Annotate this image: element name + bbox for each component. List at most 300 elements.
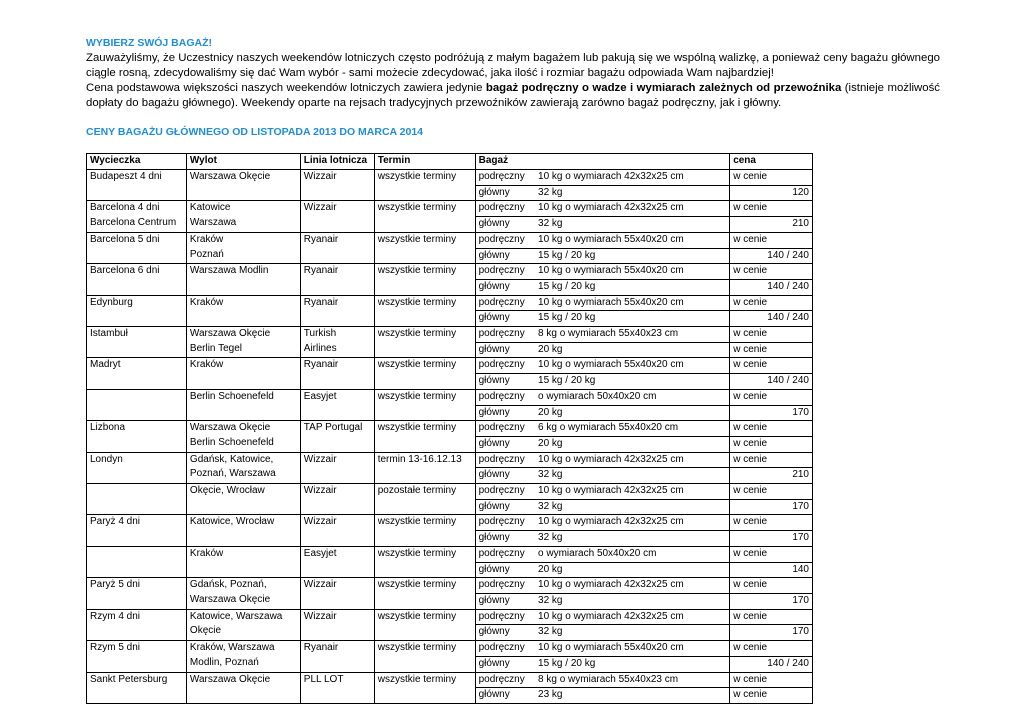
cell-trip-line xyxy=(90,390,186,405)
cell-departure-line xyxy=(190,499,300,514)
cell-trip xyxy=(87,641,187,672)
cell-trip-line: Barcelona 6 dni xyxy=(90,265,160,277)
cell-baggage-detail: 20 kg xyxy=(535,562,730,578)
cell-baggage-detail: 15 kg / 20 kg xyxy=(535,248,730,264)
cell-airline xyxy=(300,201,374,232)
table-row xyxy=(87,546,813,562)
table-row xyxy=(87,484,813,500)
cell-departure-line: Warszawa Okęcie xyxy=(189,673,271,685)
cell-departure-line xyxy=(190,373,300,388)
table-row xyxy=(87,295,813,311)
cell-trip xyxy=(87,546,187,577)
cell-term-line: wszystkie terminy xyxy=(377,673,457,685)
cell-term-line: wszystkie terminy xyxy=(377,516,457,528)
cell-term-line: wszystkie terminy xyxy=(377,579,457,591)
cell-term-line: pozostałe terminy xyxy=(377,485,457,497)
cell-airline-line xyxy=(304,624,374,639)
header-price: cena xyxy=(730,154,813,170)
cell-term xyxy=(374,672,475,703)
cell-term xyxy=(374,484,475,515)
cell-term-line xyxy=(378,624,475,639)
cell-term-line: wszystkie terminy xyxy=(377,328,457,340)
cell-airline-line: Wizzair xyxy=(303,610,337,622)
header-baggage: Bagaż xyxy=(475,154,730,170)
cell-trip xyxy=(87,452,187,483)
cell-term xyxy=(374,170,475,201)
cell-trip xyxy=(87,358,187,389)
cell-departure-line: Gdańsk, Poznań, xyxy=(189,579,267,591)
cell-airline-line: Ryanair xyxy=(303,359,339,371)
cell-term-line xyxy=(378,530,475,545)
cell-trip-line xyxy=(90,248,186,263)
cell-baggage-type: główny xyxy=(475,342,535,358)
cell-term-line xyxy=(378,499,475,514)
cell-departure-line: Kraków xyxy=(189,547,224,559)
cell-baggage-detail: 23 kg xyxy=(535,688,730,704)
cell-trip-line xyxy=(90,593,186,608)
cell-departure-line: Modlin, Poznań xyxy=(189,656,259,668)
cell-price: 170 xyxy=(730,499,813,515)
cell-price: w cenie xyxy=(730,232,813,248)
intro-paragraph-2 xyxy=(86,81,940,111)
cell-departure-line: Kraków xyxy=(189,296,224,308)
cell-departure-line: Poznań, Warszawa xyxy=(189,468,276,480)
cell-airline-line xyxy=(304,216,374,231)
cell-departure-line: Warszawa Okęcie xyxy=(189,328,271,340)
cell-term-line xyxy=(378,279,475,294)
cell-trip xyxy=(87,484,187,515)
cell-airline-line xyxy=(304,530,374,545)
cell-departure-line: Katowice, Warszawa xyxy=(189,610,283,622)
cell-price: 170 xyxy=(730,405,813,421)
cell-baggage-detail: 20 kg xyxy=(535,436,730,452)
cell-term xyxy=(374,421,475,452)
cell-baggage-detail: 10 kg o wymiarach 55x40x20 cm xyxy=(535,358,730,374)
cell-baggage-detail: 8 kg o wymiarach 55x40x23 cm xyxy=(535,672,730,688)
table-row xyxy=(87,389,813,405)
cell-departure-line: Okęcie, Wrocław xyxy=(189,485,265,497)
cell-term-line: wszystkie terminy xyxy=(377,547,457,559)
cell-baggage-type: podręczny xyxy=(475,578,535,594)
cell-airline-line xyxy=(304,405,374,420)
table-row xyxy=(87,421,813,437)
cell-trip-line xyxy=(90,310,186,325)
header-trip: Wycieczka xyxy=(87,154,187,170)
cell-departure-line: Katowice, Wrocław xyxy=(189,516,275,528)
cell-departure xyxy=(186,421,300,452)
cell-trip-line xyxy=(90,530,186,545)
cell-trip-line xyxy=(90,436,186,451)
cell-airline-line xyxy=(304,436,374,451)
cell-baggage-detail: 10 kg o wymiarach 42x32x25 cm xyxy=(535,170,730,186)
cell-term-line xyxy=(378,248,475,263)
cell-airline-line: PLL LOT xyxy=(303,673,344,685)
cell-trip-line: Londyn xyxy=(90,453,123,465)
cell-departure xyxy=(186,672,300,703)
cell-baggage-detail: 15 kg / 20 kg xyxy=(535,279,730,295)
cell-price: w cenie xyxy=(730,342,813,358)
cell-term-line xyxy=(378,687,475,702)
cell-baggage-type: główny xyxy=(475,311,535,327)
cell-price: 170 xyxy=(730,625,813,641)
cell-departure-line: Okęcie xyxy=(189,625,222,637)
cell-trip-line xyxy=(90,687,186,702)
cell-departure-line xyxy=(190,530,300,545)
cell-price: 140 / 240 xyxy=(730,311,813,327)
cell-term-line xyxy=(378,216,475,231)
cell-departure-line: Berlin Schoenefeld xyxy=(189,390,274,402)
cell-baggage-detail: 8 kg o wymiarach 55x40x23 cm xyxy=(535,327,730,343)
table-row xyxy=(87,609,813,625)
cell-baggage-detail: 10 kg o wymiarach 55x40x20 cm xyxy=(535,264,730,280)
cell-airline-line: Turkish xyxy=(303,328,337,340)
cell-term-line xyxy=(378,373,475,388)
cell-departure-line: Poznań xyxy=(189,248,224,260)
cell-trip-line: Sankt Petersburg xyxy=(90,673,168,685)
cell-baggage-type: główny xyxy=(475,531,535,547)
cell-trip xyxy=(87,295,187,326)
cell-baggage-detail: 10 kg o wymiarach 42x32x25 cm xyxy=(535,515,730,531)
table-row xyxy=(87,641,813,657)
table-row xyxy=(87,358,813,374)
cell-term-line xyxy=(378,436,475,451)
cell-baggage-type: główny xyxy=(475,562,535,578)
cell-departure-line xyxy=(190,687,300,702)
cell-trip-line: Rzym 5 dni xyxy=(90,642,141,654)
table-row xyxy=(87,264,813,280)
cell-departure-line xyxy=(190,279,300,294)
cell-baggage-type: podręczny xyxy=(475,232,535,248)
cell-trip-line xyxy=(90,562,186,577)
cell-trip-line: Barcelona Centrum xyxy=(90,217,177,229)
cell-baggage-detail: 20 kg xyxy=(535,342,730,358)
cell-trip-line xyxy=(90,342,186,357)
cell-departure-line: Berlin Schoenefeld xyxy=(189,436,274,448)
cell-baggage-type: główny xyxy=(475,374,535,390)
cell-airline xyxy=(300,295,374,326)
cell-baggage-detail: o wymiarach 50x40x20 cm xyxy=(535,546,730,562)
cell-term xyxy=(374,327,475,358)
header-term: Termin xyxy=(374,154,475,170)
cell-term-line xyxy=(378,656,475,671)
cell-term xyxy=(374,358,475,389)
cell-term xyxy=(374,546,475,577)
cell-airline-line xyxy=(304,248,374,263)
cell-price: 140 / 240 xyxy=(730,279,813,295)
intro-paragraph-1: Zauważyliśmy, że Uczestnicy naszych weekendów lotniczych często podróżują z małym bagażem lub pakują się we wspólną walizkę, a ponieważ ceny bagażu głównego ciągle rosną, zdecydowaliśmy się dać Wam wybór - sami możecie zdecydować, jaka ilość i rozmiar bagażu odpowiada Wam najbardziej! xyxy=(86,52,940,79)
cell-trip-line xyxy=(90,467,186,482)
cell-airline-line: Ryanair xyxy=(303,296,339,308)
cell-term xyxy=(374,578,475,609)
table-row xyxy=(87,578,813,594)
cell-price: w cenie xyxy=(730,421,813,437)
cell-departure xyxy=(186,546,300,577)
cell-term xyxy=(374,389,475,420)
cell-airline-line xyxy=(304,279,374,294)
cell-trip-line xyxy=(90,279,186,294)
cell-trip xyxy=(87,201,187,232)
cell-baggage-type: główny xyxy=(475,248,535,264)
cell-trip xyxy=(87,421,187,452)
cell-price: w cenie xyxy=(730,264,813,280)
cell-airline-line xyxy=(304,562,374,577)
cell-baggage-type: główny xyxy=(475,688,535,704)
cell-departure-line xyxy=(190,310,300,325)
cell-term-line xyxy=(378,593,475,608)
cell-term-line: wszystkie terminy xyxy=(377,202,457,214)
cell-baggage-type: podręczny xyxy=(475,201,535,217)
table-row xyxy=(87,232,813,248)
cell-departure-line: Kraków, Warszawa xyxy=(189,642,275,654)
cell-departure-line: Kraków xyxy=(189,359,224,371)
cell-baggage-detail: 10 kg o wymiarach 42x32x25 cm xyxy=(535,201,730,217)
cell-baggage-type: podręczny xyxy=(475,452,535,468)
cell-price: 120 xyxy=(730,185,813,201)
cell-airline-line: Easyjet xyxy=(303,390,337,402)
cell-baggage-type: podręczny xyxy=(475,484,535,500)
intro-p2-start: Cena podstawowa większości naszych weekendów lotniczych zawiera jedynie xyxy=(86,82,486,94)
cell-term-line: wszystkie terminy xyxy=(377,390,457,402)
cell-term-line: wszystkie terminy xyxy=(377,610,457,622)
cell-departure-line: Gdańsk, Katowice, xyxy=(189,453,274,465)
cell-departure-line: Kraków xyxy=(189,233,224,245)
cell-baggage-detail: 32 kg xyxy=(535,625,730,641)
cell-baggage-detail: 15 kg / 20 kg xyxy=(535,656,730,672)
cell-airline-line: Easyjet xyxy=(303,547,337,559)
cell-price: 170 xyxy=(730,593,813,609)
cell-price: w cenie xyxy=(730,515,813,531)
cell-airline-line: Wizzair xyxy=(303,453,337,465)
cell-price: w cenie xyxy=(730,484,813,500)
cell-baggage-type: główny xyxy=(475,217,535,233)
cell-price: 140 xyxy=(730,562,813,578)
baggage-price-table xyxy=(86,153,813,704)
cell-departure-line xyxy=(190,405,300,420)
cell-trip xyxy=(87,264,187,295)
table-row xyxy=(87,170,813,186)
cell-trip xyxy=(87,389,187,420)
cell-price: w cenie xyxy=(730,436,813,452)
cell-trip-line xyxy=(90,484,186,499)
cell-airline-line: Wizzair xyxy=(303,485,337,497)
cell-price: w cenie xyxy=(730,170,813,186)
cell-baggage-type: główny xyxy=(475,436,535,452)
cell-baggage-type: główny xyxy=(475,499,535,515)
cell-term-line xyxy=(378,467,475,482)
cell-baggage-type: główny xyxy=(475,279,535,295)
cell-departure xyxy=(186,609,300,640)
cell-price: 140 / 240 xyxy=(730,248,813,264)
cell-baggage-type: podręczny xyxy=(475,609,535,625)
cell-price: w cenie xyxy=(730,688,813,704)
cell-price: 210 xyxy=(730,468,813,484)
cell-price: w cenie xyxy=(730,201,813,217)
cell-departure xyxy=(186,201,300,232)
cell-term-line: wszystkie terminy xyxy=(377,265,457,277)
cell-departure-line: Warszawa Okęcie xyxy=(189,171,271,182)
cell-airline-line xyxy=(304,593,374,608)
cell-trip-line xyxy=(90,185,186,200)
cell-airline xyxy=(300,170,374,201)
cell-trip-line xyxy=(90,624,186,639)
cell-trip-line: Lizbona xyxy=(90,422,126,434)
cell-trip xyxy=(87,578,187,609)
cell-airline xyxy=(300,578,374,609)
cell-trip-line: Budapeszt 4 dni xyxy=(90,171,162,182)
cell-airline-line xyxy=(304,687,374,702)
heading-baggage-prices: CENY BAGAŻU GŁÓWNEGO OD LISTOPADA 2013 DO MARCA 2014 xyxy=(86,126,424,138)
cell-baggage-detail: 10 kg o wymiarach 55x40x20 cm xyxy=(535,295,730,311)
cell-departure xyxy=(186,264,300,295)
cell-airline xyxy=(300,389,374,420)
cell-trip xyxy=(87,232,187,263)
table-header-row xyxy=(87,154,813,170)
cell-airline xyxy=(300,327,374,358)
cell-price: 210 xyxy=(730,217,813,233)
heading-choose-baggage: WYBIERZ SWÓJ BAGAŻ! xyxy=(86,37,212,49)
cell-baggage-type: główny xyxy=(475,405,535,421)
cell-price: w cenie xyxy=(730,672,813,688)
cell-airline-line xyxy=(304,310,374,325)
cell-baggage-detail: 6 kg o wymiarach 55x40x20 cm xyxy=(535,421,730,437)
cell-departure xyxy=(186,232,300,263)
cell-departure xyxy=(186,641,300,672)
cell-departure xyxy=(186,452,300,483)
cell-airline-line xyxy=(304,467,374,482)
cell-baggage-type: główny xyxy=(475,656,535,672)
cell-term-line xyxy=(378,310,475,325)
cell-baggage-detail: 32 kg xyxy=(535,217,730,233)
cell-airline xyxy=(300,546,374,577)
cell-baggage-detail: 10 kg o wymiarach 42x32x25 cm xyxy=(535,609,730,625)
cell-airline xyxy=(300,421,374,452)
cell-term-line xyxy=(378,185,475,200)
intro-p2-end: (istnieje możliwość dopłaty do bagażu głównego). Weekendy oparte na rejsach tradycyjnych przewoźników zawierają zarówno bagaż podręczny, jak i główny. xyxy=(86,82,940,109)
cell-departure xyxy=(186,358,300,389)
cell-baggage-detail: 20 kg xyxy=(535,405,730,421)
table-row xyxy=(87,672,813,688)
cell-price: w cenie xyxy=(730,452,813,468)
cell-departure xyxy=(186,389,300,420)
cell-baggage-type: podręczny xyxy=(475,358,535,374)
cell-trip-line xyxy=(90,373,186,388)
cell-term xyxy=(374,452,475,483)
cell-airline-line xyxy=(304,499,374,514)
cell-departure xyxy=(186,295,300,326)
cell-term xyxy=(374,515,475,546)
cell-airline-line: Wizzair xyxy=(303,171,337,182)
cell-baggage-type: główny xyxy=(475,468,535,484)
cell-term-line: wszystkie terminy xyxy=(377,171,457,182)
cell-trip-line xyxy=(90,405,186,420)
cell-baggage-detail: 15 kg / 20 kg xyxy=(535,374,730,390)
cell-baggage-detail: 32 kg xyxy=(535,531,730,547)
cell-airline-line: Ryanair xyxy=(303,233,339,245)
cell-term-line: wszystkie terminy xyxy=(377,642,457,654)
cell-term xyxy=(374,295,475,326)
cell-term-line xyxy=(378,342,475,357)
cell-airline-line xyxy=(304,185,374,200)
cell-trip xyxy=(87,170,187,201)
cell-baggage-detail: 32 kg xyxy=(535,468,730,484)
cell-trip-line: Barcelona 5 dni xyxy=(90,233,160,245)
cell-baggage-detail: 15 kg / 20 kg xyxy=(535,311,730,327)
header-departure: Wylot xyxy=(186,154,300,170)
cell-baggage-type: podręczny xyxy=(475,170,535,186)
cell-trip-line xyxy=(90,499,186,514)
document-page xyxy=(86,36,940,701)
cell-airline-line: Ryanair xyxy=(303,642,339,654)
cell-airline-line: TAP Portugal xyxy=(303,422,363,434)
cell-trip-line xyxy=(90,547,186,562)
cell-baggage-type: główny xyxy=(475,185,535,201)
cell-baggage-type: podręczny xyxy=(475,672,535,688)
cell-term-line xyxy=(378,405,475,420)
cell-airline xyxy=(300,232,374,263)
cell-price: w cenie xyxy=(730,609,813,625)
cell-airline-line: Wizzair xyxy=(303,516,337,528)
cell-airline xyxy=(300,641,374,672)
cell-airline xyxy=(300,609,374,640)
cell-baggage-type: główny xyxy=(475,593,535,609)
cell-baggage-type: podręczny xyxy=(475,389,535,405)
cell-price: w cenie xyxy=(730,295,813,311)
cell-airline-line: Ryanair xyxy=(303,265,339,277)
cell-airline xyxy=(300,672,374,703)
table-row xyxy=(87,515,813,531)
cell-term xyxy=(374,201,475,232)
cell-baggage-type: podręczny xyxy=(475,641,535,657)
cell-departure-line: Katowice xyxy=(189,202,231,214)
cell-term xyxy=(374,264,475,295)
intro-p2-bold: bagaż podręczny o wadze i wymiarach zależnych od przewoźnika xyxy=(485,82,842,94)
cell-term-line: wszystkie terminy xyxy=(377,296,457,308)
cell-term-line: wszystkie terminy xyxy=(377,359,457,371)
cell-departure xyxy=(186,484,300,515)
cell-trip-line: Rzym 4 dni xyxy=(90,610,141,622)
cell-term-line: termin 13-16.12.13 xyxy=(377,453,462,465)
cell-term-line: wszystkie terminy xyxy=(377,422,457,434)
cell-baggage-detail: 10 kg o wymiarach 42x32x25 cm xyxy=(535,578,730,594)
cell-price: 170 xyxy=(730,531,813,547)
cell-baggage-type: podręczny xyxy=(475,421,535,437)
cell-baggage-detail: 10 kg o wymiarach 55x40x20 cm xyxy=(535,641,730,657)
cell-departure-line: Warszawa xyxy=(189,217,237,229)
cell-trip-line: Paryż 4 dni xyxy=(90,516,141,528)
cell-trip-line xyxy=(90,656,186,671)
cell-baggage-detail: 10 kg o wymiarach 42x32x25 cm xyxy=(535,452,730,468)
cell-baggage-type: główny xyxy=(475,625,535,641)
table-row xyxy=(87,327,813,343)
cell-term xyxy=(374,609,475,640)
cell-price: w cenie xyxy=(730,546,813,562)
cell-trip-line: Edynburg xyxy=(90,296,133,308)
cell-departure xyxy=(186,578,300,609)
header-airline: Linia lotnicza xyxy=(300,154,374,170)
cell-baggage-detail: 10 kg o wymiarach 42x32x25 cm xyxy=(535,484,730,500)
cell-baggage-type: podręczny xyxy=(475,264,535,280)
cell-price: w cenie xyxy=(730,578,813,594)
cell-trip xyxy=(87,515,187,546)
cell-term xyxy=(374,232,475,263)
cell-price: 140 / 240 xyxy=(730,374,813,390)
cell-airline xyxy=(300,484,374,515)
cell-trip xyxy=(87,327,187,358)
cell-baggage-detail: o wymiarach 50x40x20 cm xyxy=(535,389,730,405)
cell-airline xyxy=(300,515,374,546)
table-row xyxy=(87,201,813,217)
cell-price: w cenie xyxy=(730,327,813,343)
